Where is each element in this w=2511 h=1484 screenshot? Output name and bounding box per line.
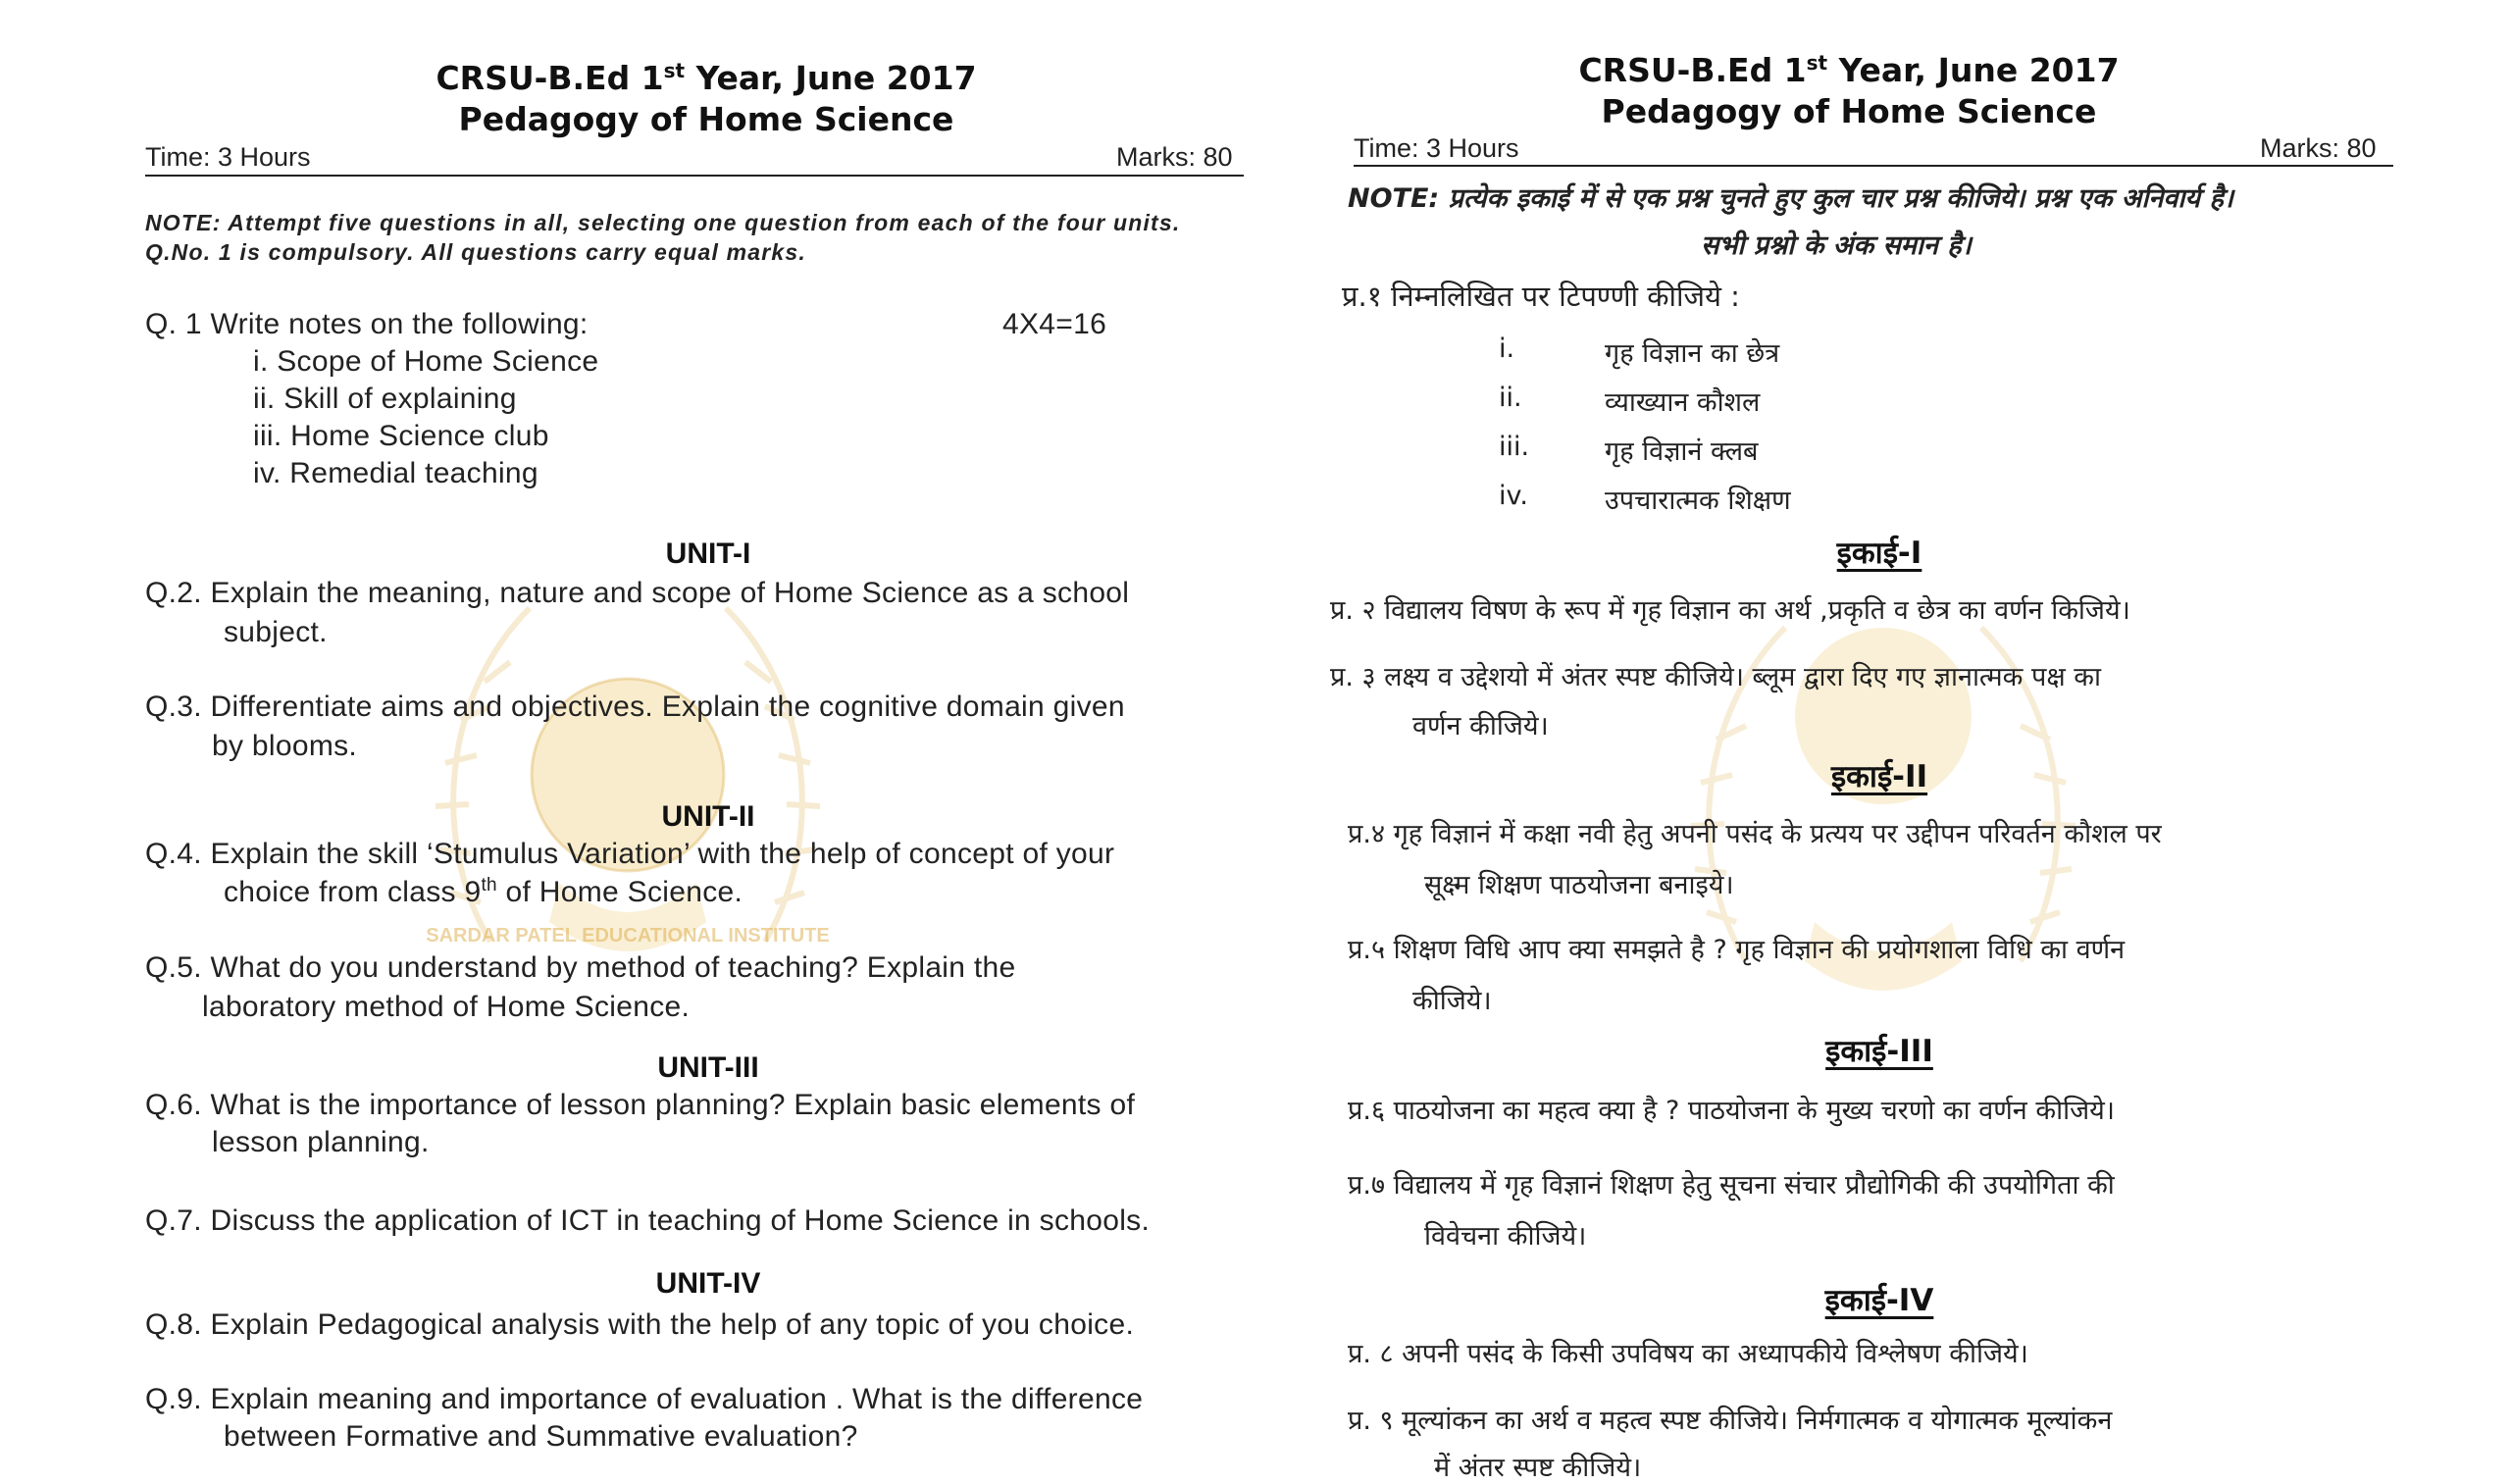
hindi-paper bbox=[1275, 0, 2511, 1483]
question-1-marks: 4X4=16 bbox=[1002, 308, 1107, 340]
question-7-cont: विवेचना कीजिये। bbox=[1424, 1221, 1587, 1252]
question-5-cont: laboratory method of Home Science. bbox=[202, 991, 691, 1023]
question-9-cont: between Formative and Summative evaluation? bbox=[224, 1420, 858, 1453]
instructions-line-1: NOTE: Attempt five questions in all, selecting one question from each of the four units. bbox=[145, 210, 1181, 235]
question-7: प्र.७ विद्यालय में गृह विज्ञानं शिक्षण हेतु सूचना संचार प्रौद्योगिकी की उपयोगिता की bbox=[1348, 1170, 2115, 1201]
question-1: Q. 1 Write notes on the following: bbox=[145, 308, 589, 340]
question-3-cont: वर्णन कीजिये। bbox=[1412, 711, 1549, 742]
question-1-item: ii. Skill of explaining bbox=[253, 383, 517, 415]
marks-label: Marks: 80 bbox=[2260, 133, 2377, 163]
question-9: प्र. ९ मूल्यांकन का अर्थ व महत्व स्पष्ट कीजिये। निर्मगात्मक व योगात्मक मूल्यांकन bbox=[1348, 1406, 2113, 1436]
unit-4-heading: इकाई-IV bbox=[1824, 1283, 1934, 1318]
unit-2-heading: इकाई-II bbox=[1830, 759, 1928, 794]
unit-4-heading: UNIT-IV bbox=[655, 1267, 761, 1300]
instructions-line-1: NOTE: प्रत्येक इकाई में से एक प्रश्न चुनते हुए कुल चार प्रश्न कीजिये। प्रश्न एक अनिवार्य है। bbox=[1348, 183, 2234, 214]
question-2-cont: subject. bbox=[224, 616, 328, 648]
unit-1-heading: इकाई-I bbox=[1836, 536, 1922, 571]
question-7: Q.7. Discuss the application of ICT in teaching of Home Science in schools. bbox=[145, 1204, 1151, 1237]
header-rule bbox=[1354, 165, 2393, 167]
question-1-item: गृह विज्ञान का छेत्र bbox=[1605, 338, 1780, 369]
subject-title: Pedagogy of Home Science bbox=[1601, 92, 2097, 130]
question-1-item: iii. Home Science club bbox=[253, 420, 549, 452]
unit-3-heading: UNIT-III bbox=[657, 1051, 759, 1084]
question-1-numeral: iv. bbox=[1499, 481, 1528, 511]
question-1-numeral: ii. bbox=[1499, 383, 1522, 413]
unit-1-heading: UNIT-I bbox=[665, 537, 751, 570]
question-3: प्र. ३ लक्ष्य व उद्देशयो में अंतर स्पष्ट कीजिये। ब्लूम द्वारा दिए गए ज्ञानात्मक पक्ष का bbox=[1330, 662, 2101, 692]
question-2: Q.2. Explain the meaning, nature and scope of Home Science as a school bbox=[145, 577, 1130, 609]
unit-3-heading: इकाई-III bbox=[1825, 1034, 1933, 1069]
question-9: Q.9. Explain meaning and importance of evaluation . What is the difference bbox=[145, 1383, 1144, 1415]
unit-2-heading: UNIT-II bbox=[661, 800, 755, 833]
question-1-item: उपचारात्मक शिक्षण bbox=[1605, 486, 1791, 516]
question-1-numeral: iii. bbox=[1499, 432, 1530, 462]
instructions-line-2: Q.No. 1 is compulsory. All questions carry equal marks. bbox=[145, 239, 806, 265]
question-5: प्र.५ शिक्षण विधि आप क्या समझते है ? गृह विज्ञान की प्रयोगशाला विधि का वर्णन bbox=[1348, 935, 2126, 965]
question-2: प्र. २ विद्यालय विषण के रूप में गृह विज्ञान का अर्थ ,प्रकृति व छेत्र का वर्णन किजिये। bbox=[1330, 595, 2130, 626]
exam-title: CRSU-B.Ed 1st Year, June 2017 bbox=[1578, 51, 2120, 89]
question-5: Q.5. What do you understand by method of teaching? Explain the bbox=[145, 951, 1016, 984]
question-4-cont: सूक्ष्म शिक्षण पाठयोजना बनाइये। bbox=[1424, 870, 1734, 900]
header-rule bbox=[145, 175, 1244, 177]
question-1: प्र.१ निम्नलिखित पर टिपण्णी कीजिये : bbox=[1342, 280, 1740, 313]
question-8: Q.8. Explain Pedagogical analysis with the help of any topic of you choice. bbox=[145, 1308, 1135, 1341]
question-4: प्र.४ गृह विज्ञानं में कक्षा नवी हेतु अपनी पसंद के प्रत्यय पर उद्दीपन परिवर्तन कौशल पर bbox=[1348, 819, 2162, 849]
question-6-cont: lesson planning. bbox=[212, 1126, 430, 1158]
question-1-item: iv. Remedial teaching bbox=[253, 457, 538, 489]
question-3: Q.3. Differentiate aims and objectives. Explain the cognitive domain given bbox=[145, 691, 1125, 723]
question-9-cont: में अंतर स्पष्ट कीजिये। bbox=[1434, 1453, 1642, 1483]
time-label: Time: 3 Hours bbox=[1354, 133, 1519, 163]
time-label: Time: 3 Hours bbox=[145, 142, 311, 172]
question-4-cont: choice from class 9th of Home Science. bbox=[224, 875, 743, 908]
question-1-numeral: i. bbox=[1499, 333, 1515, 364]
marks-label: Marks: 80 bbox=[1116, 142, 1233, 172]
instructions-line-2: सभी प्रश्नो के अंक समान है। bbox=[1701, 230, 1972, 261]
exam-title: CRSU-B.Ed 1st Year, June 2017 bbox=[436, 59, 977, 97]
question-6: Q.6. What is the importance of lesson planning? Explain basic elements of bbox=[145, 1089, 1136, 1121]
question-6: प्र.६ पाठयोजना का महत्व क्या है ? पाठयोजना के मुख्य चरणो का वर्णन कीजिये। bbox=[1348, 1096, 2115, 1126]
watermark-text: SARDAR PATEL EDUCATIONAL INSTITUTE bbox=[426, 925, 830, 947]
question-1-item: व्याख्यान कौशल bbox=[1605, 387, 1761, 418]
question-3-cont: by blooms. bbox=[212, 730, 358, 762]
question-1-item: i. Scope of Home Science bbox=[253, 345, 599, 378]
question-5-cont: कीजिये। bbox=[1412, 986, 1492, 1016]
question-4: Q.4. Explain the skill ‘Stumulus Variation’ with the help of concept of your bbox=[145, 838, 1115, 870]
subject-title: Pedagogy of Home Science bbox=[458, 100, 954, 138]
question-1-item: गृह विज्ञानं क्लब bbox=[1605, 436, 1759, 467]
question-8: प्र. ८ अपनी पसंद के किसी उपविषय का अध्यापकीये विश्लेषण कीजिये। bbox=[1348, 1339, 2028, 1369]
